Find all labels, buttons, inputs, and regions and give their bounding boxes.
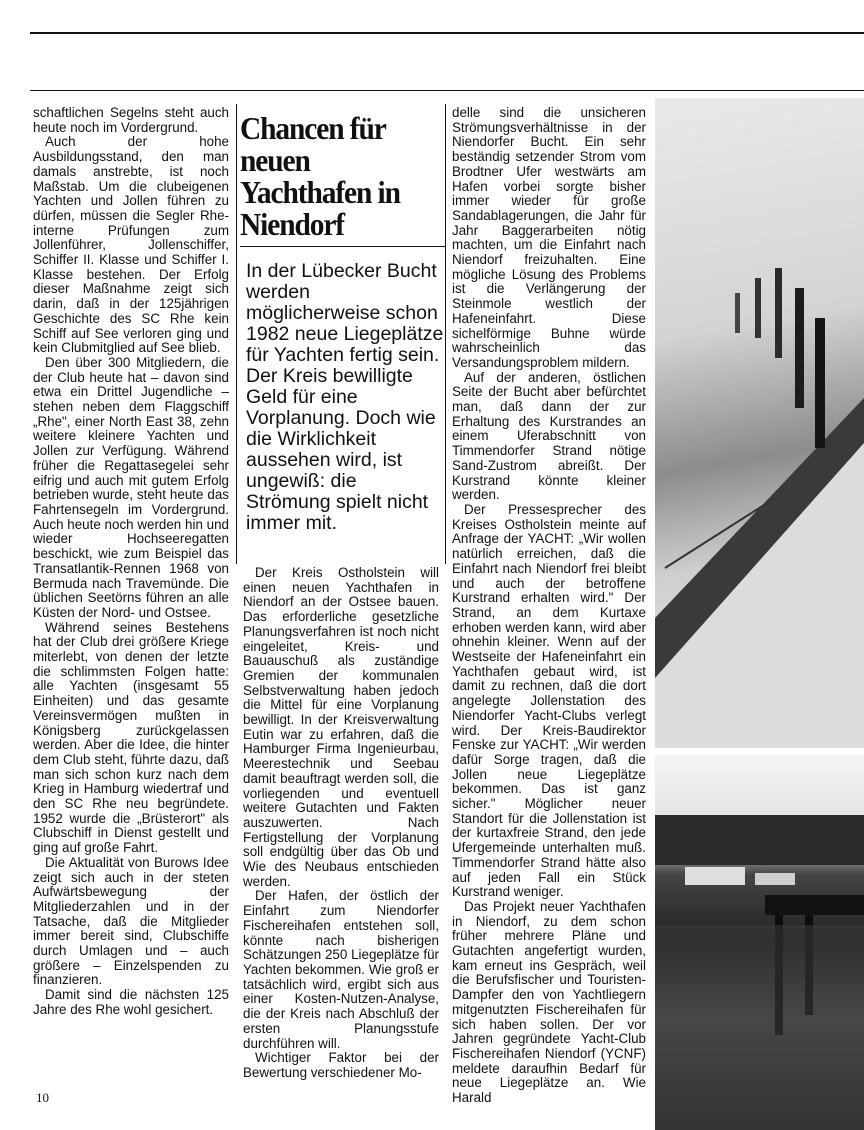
beach-groyne-photo	[655, 98, 864, 748]
column-divider	[236, 104, 237, 564]
paragraph: Das Projekt neuer Yachthafen in Niendorf, zu dem schon früher mehrere Pläne und Gutachten angefertigt wurden, kam erneut ins Gespräch, weil die Berufsfischer und Touristen-Dampfer den von Yachtliegern mitgenutzten Fischereihafen für sich haben sollen. Der vor Jahren gegründete Yacht-Club Fischereihafen Niendorf (YCNF) meldete daraufhin Bedarf für neue Liegeplätze an. Wie Harald	[452, 898, 646, 1106]
paragraph: Der Hafen, der östlich der Einfahrt zum Niendorfer Fischereihafen entstehen soll, könnte nach bisherigen Schätzungen 250 Liegeplätze für Yachten bekommen. Wie groß er tatsächlich wird, ergibt sich aus einer Kosten-Nutzen-Analyse, die der Kreis nach Abschluß der ersten Planungsstufe durchführen will.	[243, 888, 439, 1051]
paragraph: Auf der anderen, östlichen Seite der Bucht aber befürchtet man, daß dann der zur Erhaltung des Kurstrandes an einem Uferabschnitt von Timmendorfer Strand nötige Sand-Zustrom abreißt. Der Kurstrand könnte kleiner werden.	[452, 369, 646, 503]
paragraph: Auch der hohe Ausbildungsstand, den man damals anstrebte, ist noch Maßstab. Um die clubeigenen Yachten und Jollen führen zu dürfen, müssen die Segler Rhe-interne Prüfungen zum Jollenführer, Jollenschiffer, Schiffer II. Klasse und Schiffer I. Klasse bestehen. Der Erfolg dieser Maßnahme zeigt sich darin, daß in der 125jährigen Geschichte des SC Rhe kein Schiff auf See verloren ging und kein Clubmitglied auf See blieb.	[33, 134, 229, 356]
paragraph: delle sind die unsicheren Strömungsverhältnisse in der Niendorfer Bucht. Ein sehr beständig setzender Strom vom Brodtner Ufer westwärts am Hafen vorbei sorgte bisher immer wieder für große Sandablagerungen, die Jahr für Jahr Baggerarbeiten nötig machten, um die Einfahrt nach Niendorf freizuhalten. Eine mögliche Lösung des Problems ist die Verlängerung der Steinmole westlich der Hafeneinfahrt. Diese sichelförmige Buhne würde wahrscheinlich das Versandungsproblem mildern.	[452, 105, 646, 370]
headline-box	[240, 104, 445, 534]
article-column-1	[33, 106, 229, 1018]
paragraph: Während seines Bestehens hat der Club drei größere Kriege miterlebt, von denen der letzte die schlimmsten Folgen hatte: alle Yachten (insgesamt 55 Einheiten) und das gesamte Vereinsvermögen mußten in Königsberg zurückgelassen werden. Aber die Idee, die hinter dem Club steht, führte dazu, daß man sich schon kurz nach dem Krieg in Hamburg wiedertraf und den SC Rhe neu begründete. 1952 wurde die „Brüsterort" als Clubschiff in Dienst gestellt und ging auf große Fahrt.	[33, 619, 229, 856]
paragraph: Damit sind die nächsten 125 Jahre des Rhe wohl gesichert.	[33, 987, 229, 1017]
paragraph: Wichtiger Faktor bei der Bewertung verschiedener Mo-	[243, 1050, 439, 1080]
headline-rule	[240, 246, 445, 247]
paragraph: Der Kreis Ostholstein will einen neuen Yachthafen in Niendorf an der Ostsee bauen. Das erforderliche gesetzliche Planungsverfahren ist noch nicht eingeleitet, Kreis- und Bauauschuß als zuständige Gremien der kommunalen Selbstverwaltung haben jedoch die Mittel für eine Vorplanung bewilligt. In der Kreisverwaltung Eutin war zu erfahren, daß die Hamburger Firma Ingenieurbau, Meerestechnik und Seebau damit beauftragt werden soll, die vorliegenden und eventuell weitere Gutachten und Fakten auszuwerten. Nach Fertigstellung der Vorplanung soll endgültig über das Ob und Wie des Neubaus entschieden werden.	[243, 565, 439, 889]
page-number: 10	[36, 1090, 49, 1105]
paragraph: Die Aktualität von Burows Idee zeigt sich auch in der steten Aufwärtsbewegung der Mitgliederzahlen und in der Tatsache, daß die Mitglieder immer bereit sind, Clubschiffe durch Umlagen und – auch größere – Einzelspenden zu finanzieren.	[33, 854, 229, 988]
article-column-2	[243, 566, 439, 1081]
article-column-3	[452, 106, 646, 1106]
paragraph: Den über 300 Mitgliedern, die der Club heute hat – davon sind etwa ein Drittel Jugendliche – stehen neben dem Flaggschiff „Rhe", einer North East 38, zehn weitere kleinere Yachten und Jollen zur Verfügung. Während früher die Regattasegelei sehr eifrig und auch mit gutem Erfolg betrieben wurde, steht heute das Fahrtensegeln im Vordergrund. Auch heute noch werden hin und wieder Hochseeregatten beschickt, wie zum Beispiel das Transatlantik-Rennen 1968 von Bermuda nach Travemünde. Die üblichen Seetörns führen an alle Küsten der Nord- und Ostsee.	[33, 354, 229, 620]
section-rule	[30, 90, 864, 91]
harbour-photo	[655, 755, 864, 1130]
column-divider	[445, 104, 446, 564]
paragraph: Der Pressesprecher des Kreises Ostholstein meinte auf Anfrage der YACHT: „Wir wollen natürlich erreichen, daß die Einfahrt nach Niendorf frei bleibt und auch der betroffene Kurstrand erhalten wird." Der Strand, an dem Kurtaxe erhoben werden kann, wird aber ohnehin kleiner. Wenn auf der Westseite der Hafeneinfahrt ein Yachthafen gebaut wird, ist damit zu rechnen, daß die dort angelegte Jollenstation des Niendorfer Yacht-Clubs verlegt wird. Der Kreis-Baudirektor Fenske zur YACHT: „Wir werden dafür Sorge tragen, daß die Jollen neue Liegeplätze bekommen. Das ist ganz sicher." Möglicher neuer Standort für die Jollenstation ist der kurtaxfreie Strand, den jede Ufergemeinde unterhalten muß. Timmendorfer Strand hätte also auf jeden Fall ein Stück Kurstrand weniger.	[452, 501, 646, 900]
top-rule	[30, 32, 864, 34]
article-lead: In der Lübecker Bucht werden möglicherweise schon 1982 neue Liegeplätze für Yachten fertig sein. Der Kreis bewilligte Geld für eine Vorplanung. Doch wie die Wirklichkeit aussehen wird, ist ungewiß: die Strömung spielt nicht immer mit.	[246, 260, 444, 534]
paragraph: schaftlichen Segelns steht auch heute noch im Vordergrund.	[33, 105, 229, 135]
article-headline: Chancen für neuen Yachthafen in Niendorf	[240, 110, 400, 242]
